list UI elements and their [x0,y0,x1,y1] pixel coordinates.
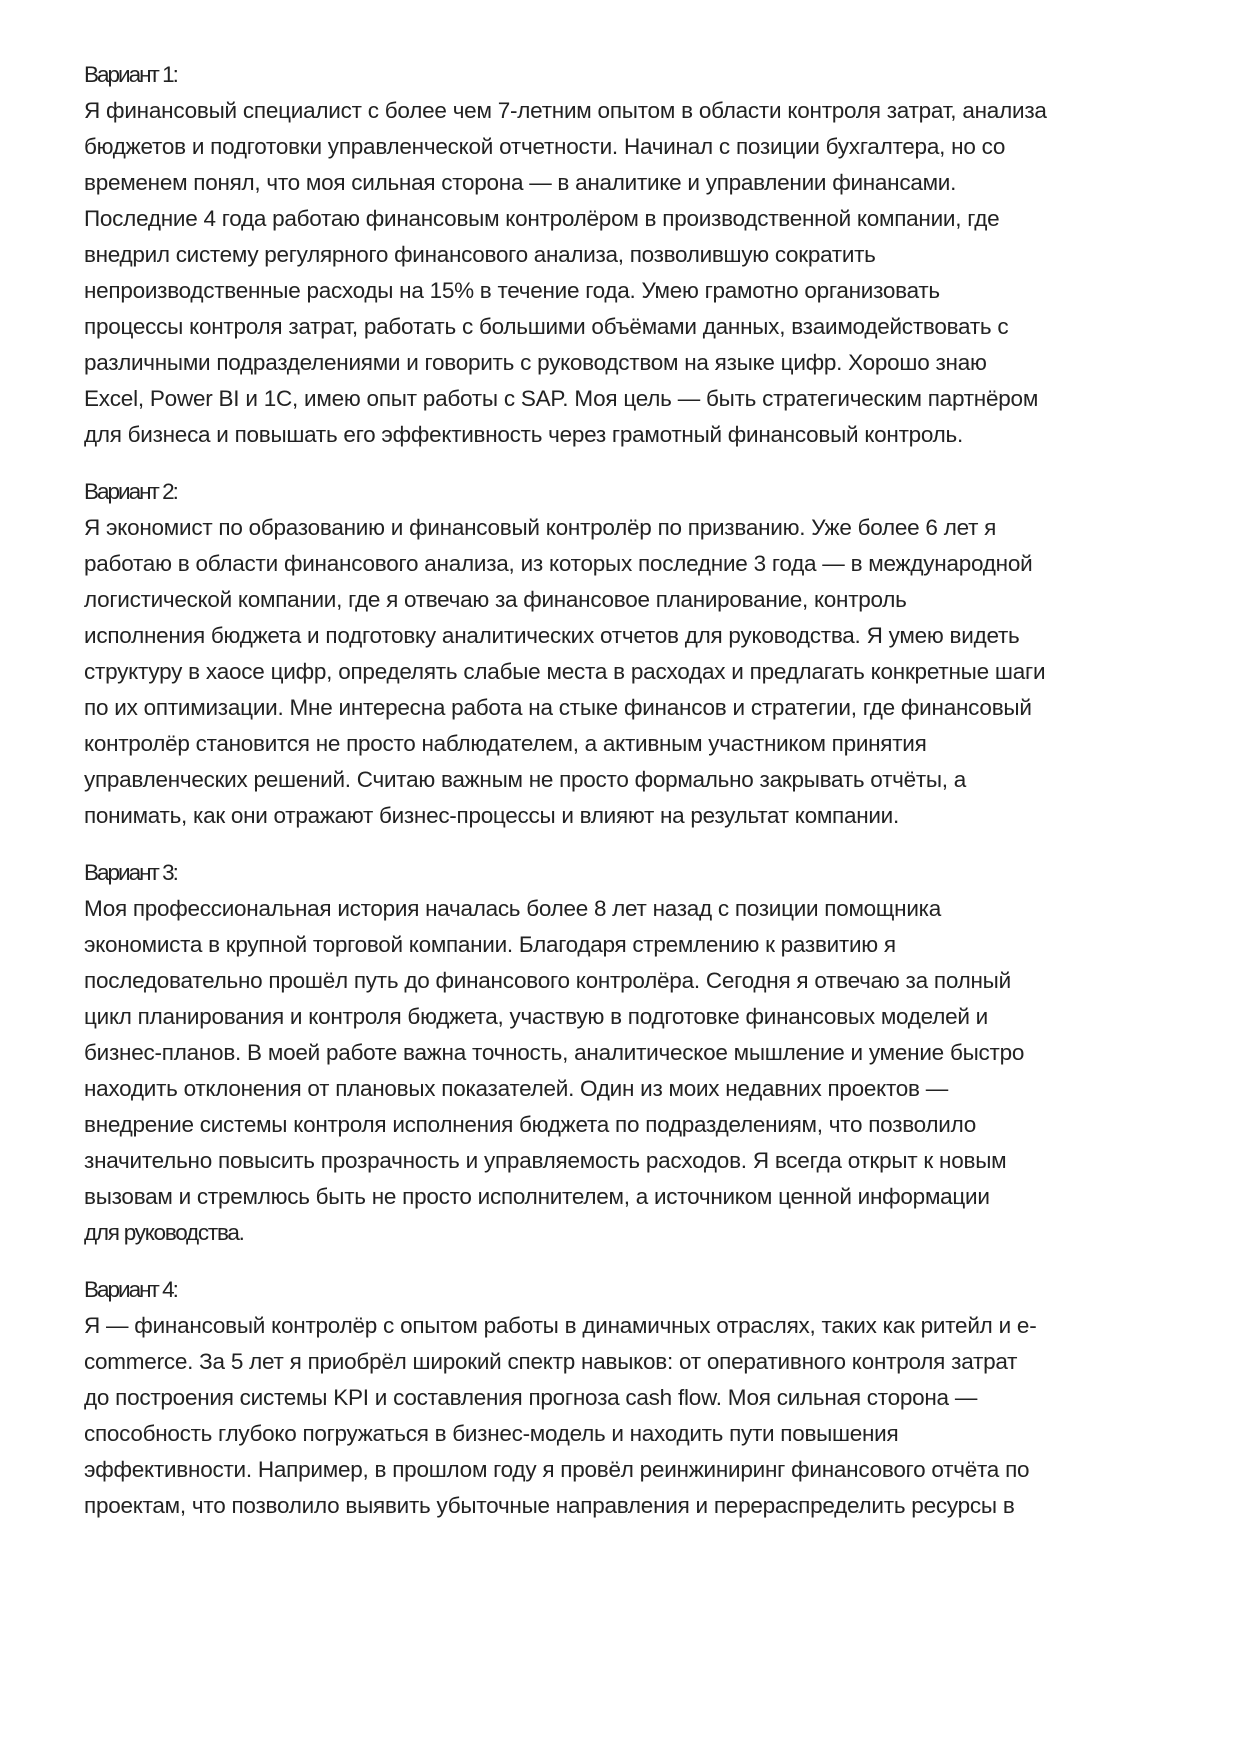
paragraph-line: Я финансовый специалист с более чем 7-летним опытом в области контроля затрат, анализа [84,98,1047,123]
paragraph-line: управленческих решений. Считаю важным не просто формально закрывать отчёты, а [84,767,967,792]
paragraph-line: логистической компании, где я отвечаю за финансовое планирование, контроль [84,587,907,612]
variant-section [84,57,1184,453]
paragraph-line: временем понял, что моя сильная сторона — в аналитике и управлении финансами. [84,170,957,195]
document-body [84,57,1184,1545]
paragraph-line: эффективности. Например, в прошлом году я провёл реинжиниринг финансового отчёта по [84,1457,1030,1482]
paragraph-line: для бизнеса и повышать его эффективность через грамотный финансовый контроль. [84,422,963,447]
paragraph-line: значительно повысить прозрачность и управляемость расходов. Я всегда открыт к новым [84,1148,1007,1173]
paragraph-line: commerce. За 5 лет я приобрёл широкий спектр навыков: от оперативного контроля затрат [84,1349,1018,1374]
paragraph-line: экономиста в крупной торговой компании. Благодаря стремлению к развитию я [84,932,896,957]
variant-heading: Вариант 3: [84,860,177,885]
variant-heading: Вариант 2: [84,479,177,504]
paragraph-line: способность глубоко погружаться в бизнес-модель и находить пути повышения [84,1421,899,1446]
paragraph-line: Моя профессиональная история началась более 8 лет назад с позиции помощника [84,896,941,921]
variant-section [84,1272,1184,1524]
paragraph-line: Последние 4 года работаю финансовым контролёром в производственной компании, где [84,206,1000,231]
paragraph-line: контролёр становится не просто наблюдателем, а активным участником принятия [84,731,927,756]
variant-heading: Вариант 4: [84,1277,177,1302]
variant-section [84,474,1184,834]
paragraph-line: структуру в хаосе цифр, определять слабые места в расходах и предлагать конкретные шаги [84,659,1046,684]
paragraph-line: исполнения бюджета и подготовку аналитических отчетов для руководства. Я умею видеть [84,623,1020,648]
paragraph-line: бизнес-планов. В моей работе важна точность, аналитическое мышление и умение быстро [84,1040,1025,1065]
paragraph-line: последовательно прошёл путь до финансового контролёра. Сегодня я отвечаю за полный [84,968,1011,993]
variant-section [84,855,1184,1251]
variant-heading: Вариант 1: [84,62,177,87]
paragraph-line: Я — финансовый контролёр с опытом работы в динамичных отраслях, таких как ритейл и e- [84,1313,1037,1338]
paragraph-line: непроизводственные расходы на 15% в течение года. Умею грамотно организовать [84,278,940,303]
paragraph-line: находить отклонения от плановых показателей. Один из моих недавних проектов — [84,1076,948,1101]
paragraph-line: различными подразделениями и говорить с руководством на языке цифр. Хорошо знаю [84,350,987,375]
paragraph-line: проектам, что позволило выявить убыточные направления и перераспределить ресурсы в [84,1493,1015,1518]
paragraph-line: Excel, Power BI и 1С, имею опыт работы с SAP. Моя цель — быть стратегическим партнёром [84,386,1039,411]
paragraph-line: внедрил систему регулярного финансового анализа, позволившую сократить [84,242,876,267]
paragraph-line: цикл планирования и контроля бюджета, участвую в подготовке финансовых моделей и [84,1004,988,1029]
paragraph-line: внедрение системы контроля исполнения бюджета по подразделениям, что позволило [84,1112,976,1137]
paragraph-line: Я экономист по образованию и финансовый контролёр по призванию. Уже более 6 лет я [84,515,997,540]
paragraph-line: вызовам и стремлюсь быть не просто исполнителем, а источником ценной информации [84,1184,990,1209]
paragraph-line: работаю в области финансового анализа, из которых последние 3 года — в международной [84,551,1033,576]
paragraph-line: бюджетов и подготовки управленческой отчетности. Начинал с позиции бухгалтера, но со [84,134,1006,159]
paragraph-line: процессы контроля затрат, работать с большими объёмами данных, взаимодействовать с [84,314,1009,339]
paragraph-line: понимать, как они отражают бизнес-процессы и влияют на результат компании. [84,803,899,828]
paragraph-line: для руководства. [84,1220,244,1245]
paragraph-line: по их оптимизации. Мне интересна работа на стыке финансов и стратегии, где финансовый [84,695,1032,720]
paragraph-line: до построения системы KPI и составления прогноза cash flow. Моя сильная сторона — [84,1385,978,1410]
